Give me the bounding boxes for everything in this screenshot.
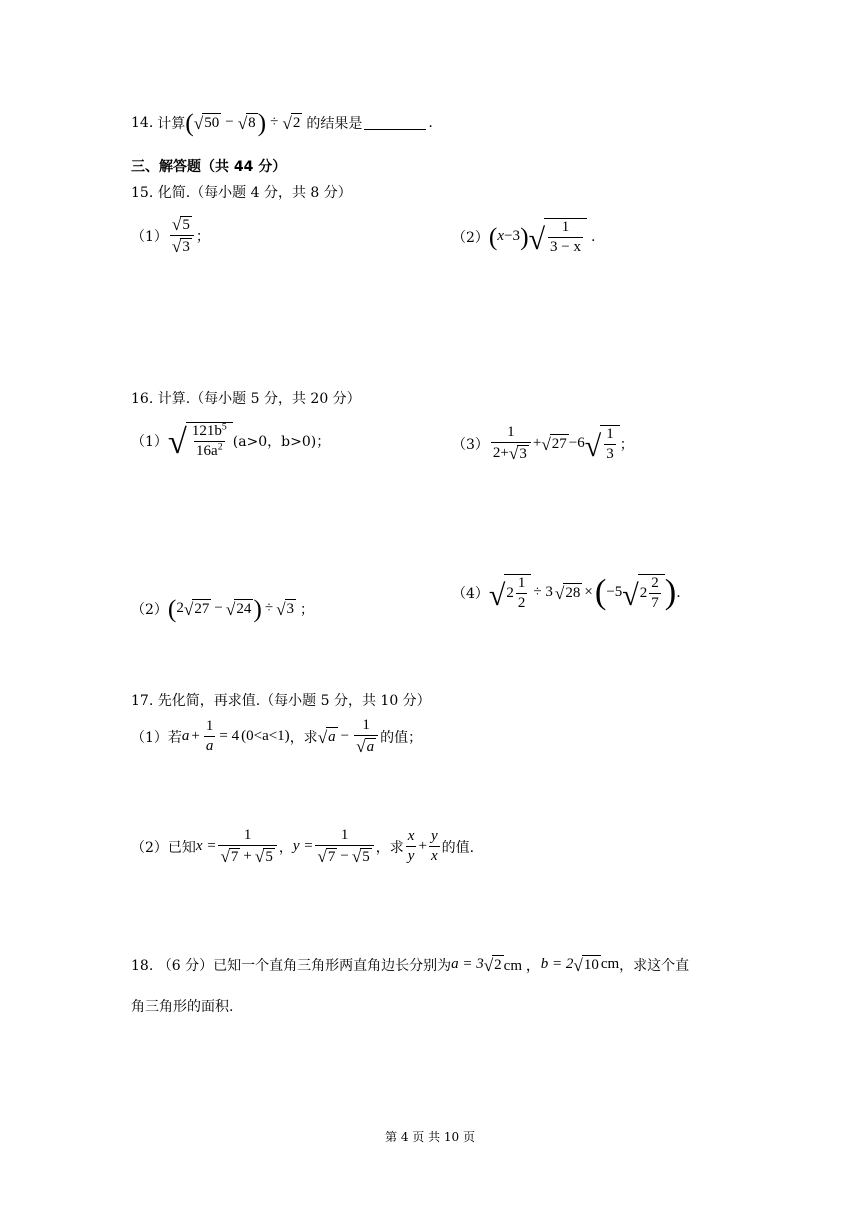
question-17-title: 17. 先化简，再求值.（每小题 5 分，共 10 分） — [131, 693, 431, 709]
q16-part1: （1） √ $\frac{121b^5}{16a^2}$ (a>0，b>0)； — [131, 421, 331, 461]
q16-part3: （3） 1 2+ √ 3 + √ 27 −6 √ $\frac{1}{3}$ ； — [452, 424, 634, 464]
q15-part1: （1） √ 5 √ 3 ； — [131, 215, 210, 257]
question-14: 14. 计算 ( √ 50 − √ 8 ) ÷ √ 2 的结果是 . — [131, 108, 433, 137]
section-title: 三、解答题（共 44 分） — [131, 159, 287, 175]
page-footer: 第 4 页 共 10 页 — [385, 1130, 475, 1144]
q14-expression: ( √ 50 − √ 8 ) ÷ √ 2 — [185, 108, 301, 137]
q17-part1: （1）若 a + $\frac{1}{a}$ = 4 (0<a<1) ，求 √ a − 1 √ a 的值； — [131, 717, 423, 756]
q17-part2: （2）已知 x = 1 √ 7 + √ 5 ， y = 1 √ 7 − √ 5 ，求 $\frac{x}{y}$ + $\frac{y}{x}$ 的值. — [131, 827, 475, 866]
q15-part2: （2） ( x −3 ) √ $\frac{1}{3 - x}$ . — [452, 219, 596, 256]
question-16-title: 16. 计算.（每小题 5 分，共 20 分） — [131, 391, 361, 407]
question-18-line2: 角三角形的面积. — [131, 999, 234, 1015]
answer-blank[interactable] — [364, 115, 426, 130]
q16-part4: （4） √ 2 $\frac{1}{2}$ ÷ 3 √ 28 × ( −5 √ 2 $\frac{2}{7}$ ) . — [452, 573, 681, 612]
q16-part2: （2） ( 2 √ 27 − √ 24 ) ÷ √ 3 ； — [131, 594, 315, 623]
question-18-line1: 18. （6 分）已知一个直角三角形两直角边长分别为 a = 3 √ 2 cm ， b = 2 √ 10 cm ，求这个直 — [131, 955, 690, 975]
question-15-title: 15. 化简.（每小题 4 分，共 8 分） — [131, 185, 352, 201]
